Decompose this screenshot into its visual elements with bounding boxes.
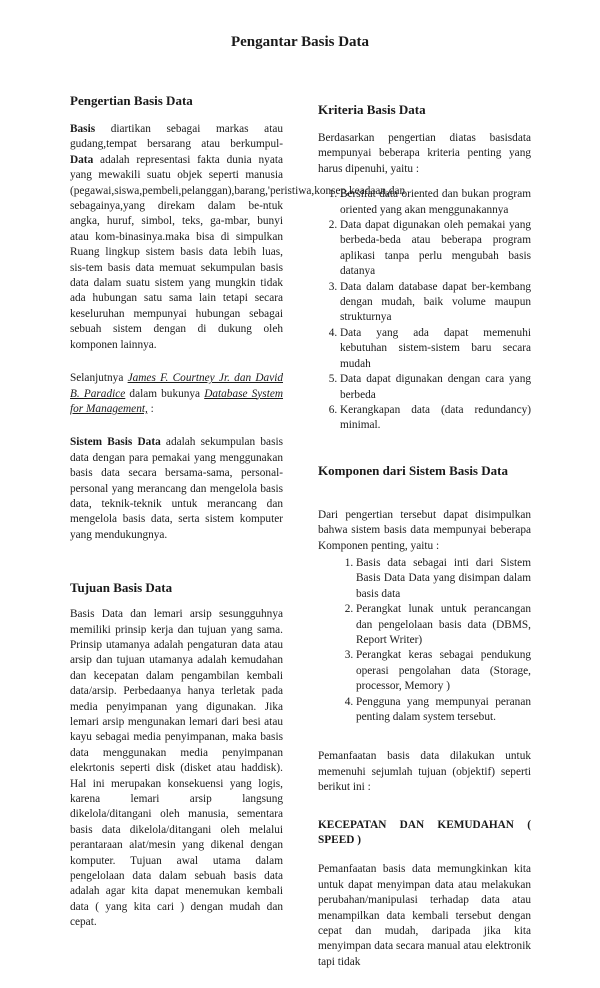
link-authors[interactable]: James F. Courtney Jr. dan David B. Paradice (70, 372, 283, 400)
paragraph-pemanfaatan: Pemanfaatan basis data dilakukan untuk memenuhi sejumlah tujuan (objektif) seperti berikut ini : (318, 750, 531, 794)
heading-kriteria: Kriteria Basis Data (318, 102, 426, 117)
paragraph-pengertian (70, 122, 406, 353)
list-komponen (318, 556, 531, 725)
heading-kecepatan: KECEPATAN DAN KEMUDAHAN ( SPEED ) (318, 818, 531, 847)
text-sistem-def: adalah sekumpulan basis data dengan para pemakai yang menggunakan basis data secara bersama-sama, personal-personal yang merancang dan mengelola basis data, teknik-teknik untuk merancang dan mengelola basis data, serta sistem komputer yang mendukungnya. (70, 436, 283, 541)
term-sistem-basis-data: Sistem Basis Data (70, 436, 161, 449)
list-item: 1. Basis data sebagai inti dari Sistem Basis Data Data yang disimpan dalam basis data (356, 556, 531, 602)
list-item: 5. Data dapat digunakan dengan cara yang berbeda (340, 372, 531, 403)
list-item: 3. Perangkat keras sebagai pendukung operasi pengolahan data (Storage, processor, Memory ) (356, 648, 531, 694)
list-kriteria (318, 187, 531, 434)
term-data: Data (70, 153, 94, 166)
text-dalam-bukunya: dalam bukunya (125, 387, 205, 400)
list-item: 4. Pengguna yang mempunyai peranan penting dalam system tersebut. (356, 695, 531, 726)
list-item: 1. Bersifat data oriented dan bukan program oriented yang akan menggunakannya (340, 187, 531, 218)
list-item: 4. Data yang ada dapat memenuhi kebutuhan sistem-sistem baru secara mudah (340, 326, 531, 372)
heading-pengertian: Pengertian Basis Data (70, 93, 193, 108)
paragraph-kecepatan: Pemanfaatan basis data memungkinkan kita untuk dapat menyimpan data atau melakukan perubahan/manipulasi terhadap data atau menampilkan data kembali tersebut dengan cepat dan mudah, daripada jika kita menyimpan data secara manual atau elektronik tapi tidak (318, 863, 531, 968)
text-basis-def: diartikan sebagai markas atau gudang,tempat bersarang atau berkumpul- (70, 123, 283, 151)
paragraph-reference (70, 371, 283, 417)
page-title: Pengantar Basis Data (230, 34, 370, 50)
paragraph-komponen: Dari pengertian tersebut dapat disimpulkan bahwa sistem basis data mempunyai beberapa Komponen penting, yaitu : (318, 508, 531, 552)
heading-tujuan: Tujuan Basis Data (70, 580, 173, 596)
list-item: 6. Kerangkapan data (data redundancy) minimal. (340, 403, 531, 434)
paragraph-tujuan: Basis Data dan lemari arsip sesungguhnya memiliki prinsip kerja dan tujuan yang sama. Prinsip utamanya adalah pengaturan data atau arsip dan tujuan utamanya adalah kemudahan dan kecepatan dalam pengambilan kembali data/arsip. Perbedaanya hanya terletak pada media penyimpanan yang digunakan. Jika lemari arsip mengunakan lemari dari besi atau kayu sebagai media penyimpanan, maka basis data menggunakan media penyimpanan elekrtonis seperti disk (disket atau haddisk). Hal ini merupakan konsekuensi yang logis, karena lemari arsip langsung dikelola/ditangani oleh manusia, sementara basis data dikelola/ditangani oleh melalui perantaraan alat/mesin yang dikenal dengan komputer. Tujuan awal utama dalam pengelolaan data dalam sebuah basis data adalah agar kita dapat menemukan kembali data ( yang kita cari ) dengan mudah dan cepat. (70, 608, 283, 929)
right-column (318, 101, 531, 970)
list-item: 3. Data dalam database dapat ber-kembang dengan mudah, baik volume maupun strukturnya (340, 280, 531, 326)
paragraph-kriteria: Berdasarkan pengertian diatas basisdata mempunyai beberapa kriteria penting yang harus dipenuhi, yaitu : (318, 132, 531, 175)
term-basis: Basis (70, 123, 96, 135)
paragraph-sistem-basis-data (70, 435, 283, 543)
list-item: 2. Perangkat lunak untuk perancangan dan pengelolaan basis data (DBMS, Report Writer) (356, 602, 531, 648)
text-colon: : (147, 402, 154, 415)
list-item: 2. Data dapat digunakan oleh pemakai yang berbeda-beda atau beberapa program aplikasi tanpa perlu mengubah basis datanya (340, 218, 531, 280)
text-selanjutnya: Selanjutnya (70, 372, 128, 385)
heading-komponen: Komponen dari Sistem Basis Data (318, 462, 508, 478)
link-book-title[interactable]: Database System for Management, (70, 387, 284, 415)
text-data-def: adalah representasi fakta dunia nyata yang mewakili suatu objek seperti manusia (pegawai,siswa,pembeli,pelanggan),barang,'peristiwa,konsep,keadaan,dan sebagainya,yang direkam dalam be-ntuk angka, huruf, simbol, teks, ga-mbar, bunyi atau kom-binasinya.maka bisa di simpulkan Ruang lingkup sistem basis data lebih luas, sis-tem basis data memuat sekumpulan basis data dalam suatu sistem yang mungkin tidak ada hubungan satu sama lain tetapi secara keseluruhan mempunyai hubungan sebagai sebuah sistem dengan di dukung oleh komponen lainnya. (70, 153, 406, 351)
